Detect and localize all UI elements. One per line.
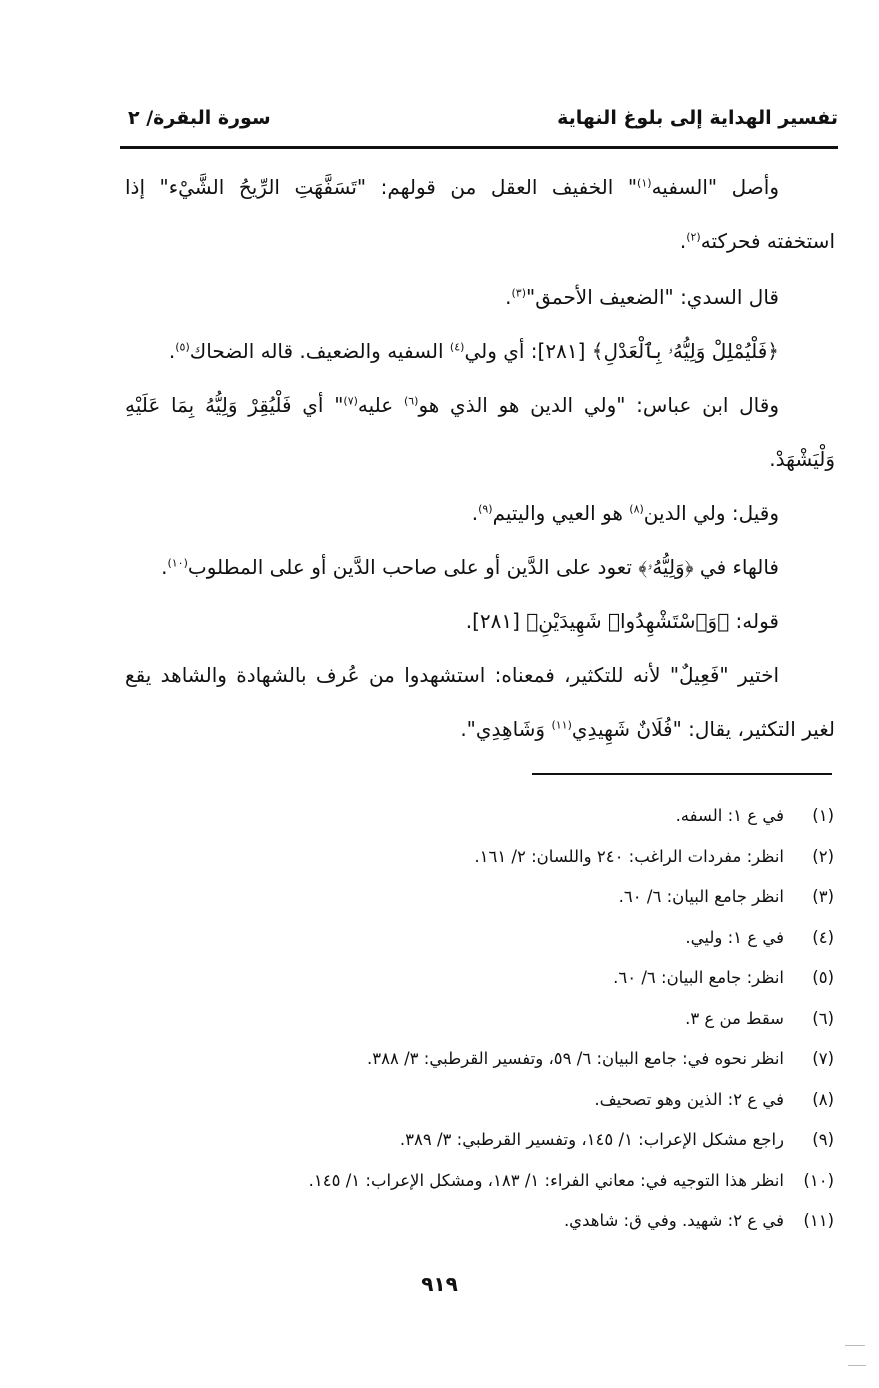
- footnote-item: [120, 1080, 834, 1121]
- footnote-text: راجع مشكل الإعراب: ١/ ١٤٥، وتفسير القرطبي: ٣/ ٣٨٩.: [399, 1130, 784, 1149]
- footnote-item: [120, 877, 834, 918]
- footnote-item: [120, 1120, 834, 1161]
- surah-title: سورة البقرة/ ٢: [128, 107, 271, 129]
- footnote-number: (٩): [812, 1130, 834, 1149]
- paragraph-safih-origin: وأصل "السفيه$^{(١)}$" الخفيف العقل من قولهم: "تَسَفَّهَتِ الرِّيحُ الشَّيْء" إذا استخفته فحركته$^{(٢)}$.: [125, 175, 835, 253]
- paragraph-verse-yumlil: ﴿فَلْيُمْلِلْ وَلِيُّهُۥ بِٱلْعَدْلِ﴾ [٢٨١]: أي ولي$^{(٤)}$ السفيه والضعيف. قاله الضحاك$^{(٥)}$.: [168, 339, 779, 363]
- footnote-number: (٤): [812, 927, 834, 947]
- footnotes-list: [120, 796, 834, 1242]
- footnote-ref-1[interactable]: (١): [637, 176, 652, 190]
- footnote-ref-7[interactable]: (٧): [343, 394, 358, 408]
- footnote-item: [120, 837, 834, 878]
- footnote-item: [120, 1201, 834, 1242]
- paragraph-ibn-abbas: وقال ابن عباس: "ولي الدين هو الذي هو$^{(٦)}$ عليه$^{(٧)}$" أي فَلْيُقِرْ وَلِيُّهُ بِمَا عَلَيْهِ وَلْيَشْهَدْ.: [125, 393, 835, 471]
- footnote-number: (٣): [812, 887, 834, 906]
- page-number: ٩١٩: [421, 1272, 458, 1296]
- paragraph-suddi: قال السدي: "الضعيف الأحمق"$^{(٣)}$.: [505, 285, 779, 309]
- footnote-text: في ع ٢: شهيد. وفي ق: شاهدي.: [563, 1211, 784, 1230]
- footnote-text: انظر جامع البيان: ٦/ ٦٠.: [618, 887, 784, 906]
- footnotes-separator: [532, 773, 832, 775]
- footnote-ref-10[interactable]: (١٠): [167, 556, 188, 570]
- footnote-number: (١٠): [803, 1170, 834, 1190]
- footnote-ref-8[interactable]: (٨): [629, 502, 644, 516]
- footnote-ref-9[interactable]: (٩): [478, 502, 493, 516]
- footnote-text: انظر: مفردات الراغب: ٢٤٠ واللسان: ٢/ ١٦١.: [474, 846, 784, 866]
- footnote-number: (٦): [812, 1008, 834, 1028]
- paragraph-pronoun-reference: فالهاء في ﴿وَلِيُّهُۥ﴾ تعود على الدَّين أو على صاحب الدَّين أو على المطلوب$^{(١٠)}$.: [161, 555, 779, 579]
- footnote-item: [120, 1039, 834, 1080]
- footnote-number: (٧): [812, 1049, 834, 1068]
- footnote-text: انظر نحوه في: جامع البيان: ٦/ ٥٩، وتفسير القرطبي: ٣/ ٣٨٨.: [367, 1049, 784, 1068]
- footnote-text: في ع ١: وليي.: [685, 927, 784, 947]
- footnote-number: (٨): [812, 1089, 834, 1109]
- footnote-text: انظر: جامع البيان: ٦/ ٦٠.: [613, 968, 784, 987]
- footnote-ref-6[interactable]: (٦): [403, 394, 419, 408]
- footnote-text: انظر هذا التوجيه في: معاني الفراء: ١/ ١٨٣، ومشكل الإعراب: ١/ ١٤٥.: [308, 1170, 784, 1190]
- footnote-number: (٥): [812, 968, 834, 987]
- footnote-ref-5[interactable]: (٥): [175, 340, 190, 354]
- running-header: [120, 103, 838, 143]
- footnote-ref-3[interactable]: (٣): [511, 286, 526, 300]
- footnote-ref-11[interactable]: (١١): [551, 718, 572, 732]
- paragraph-wali-al-din: وقيل: ولي الدين$^{(٨)}$ هو العيي واليتيم$^{(٩)}$.: [471, 501, 779, 525]
- footnote-item: [120, 1161, 834, 1202]
- footnote-item: [120, 796, 834, 837]
- footnote-item: [120, 999, 834, 1040]
- footnote-item: [120, 958, 834, 999]
- header-rule: [120, 146, 838, 149]
- paragraph-fail-form: اختير "فَعِيلٌ" لأنه للتكثير، فمعناه: استشهدوا من عُرف بالشهادة والشاهد يقع لغير التكثير، يقال: "فُلَانٌ شَهِيدِي$^{(١١)}$ وَشَاهِدِي".: [125, 663, 835, 741]
- footnote-ref-2[interactable]: (٢): [686, 230, 701, 244]
- footnote-text: في ع ١: السفه.: [675, 806, 784, 825]
- scan-edge-mark: [845, 1345, 865, 1346]
- scan-edge-mark: [848, 1365, 866, 1366]
- footnote-number: (١١): [803, 1211, 834, 1230]
- footnote-text: سقط من ع ٣.: [685, 1008, 784, 1028]
- footnote-number: (١): [812, 806, 834, 825]
- footnote-number: (٢): [812, 846, 834, 866]
- footnote-ref-4[interactable]: (٤): [449, 340, 465, 354]
- footnote-text: في ع ٢: الذين وهو تصحيف.: [594, 1089, 784, 1109]
- paragraph-verse-istashhidu: قوله: ﴿وَٱسْتَشْهِدُوا۟ شَهِيدَيْنِ﴾ [٢٨١].: [465, 609, 779, 633]
- book-title: تفسير الهداية إلى بلوغ النهاية: [557, 107, 838, 129]
- footnote-item: [120, 918, 834, 959]
- main-text: [125, 160, 835, 756]
